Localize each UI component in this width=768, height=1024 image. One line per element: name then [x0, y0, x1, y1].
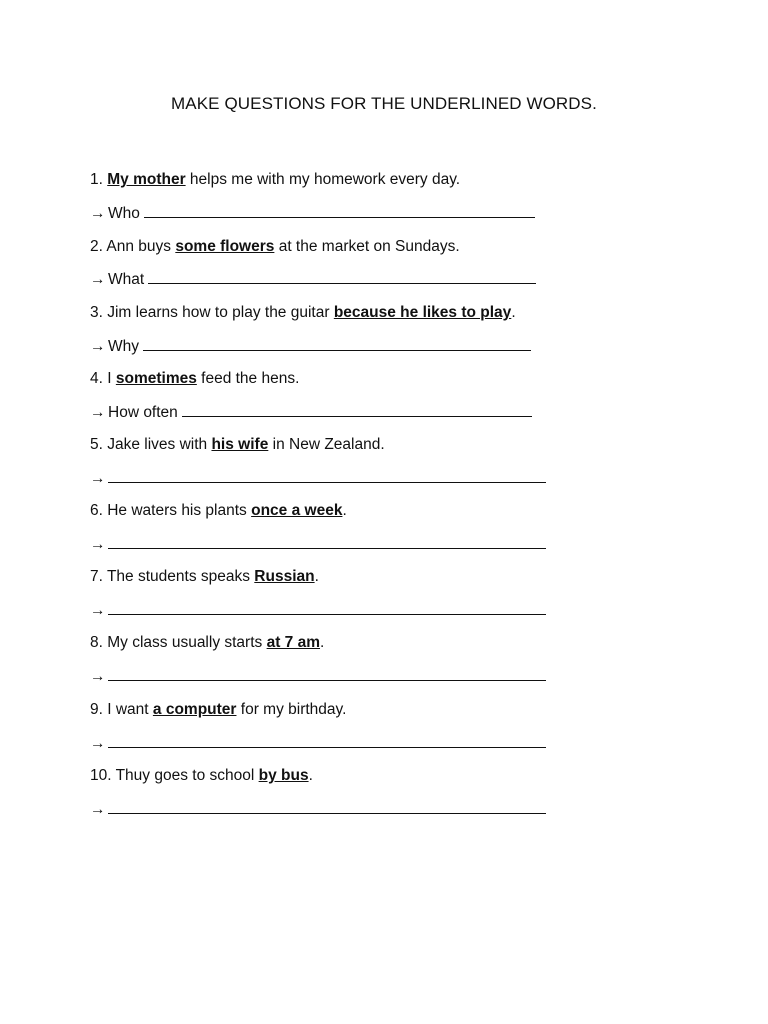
question-sentence-1: 1. My mother helps me with my homework every day. [90, 171, 461, 188]
answer-line-9 [90, 733, 546, 754]
underlined-words: My mother [107, 171, 186, 188]
question-number: 10. [90, 767, 116, 784]
underlined-words: a computer [152, 701, 237, 718]
question-sentence-5: 5. Jake lives with his wife in New Zealand. [90, 436, 385, 453]
underlined-words: because he likes to play [333, 304, 512, 321]
question-sentence-2: 2. Ann buys some flowers at the market on Sundays. [90, 238, 460, 255]
answer-blank[interactable] [108, 534, 546, 549]
answer-line-3 [90, 336, 531, 357]
arrow-icon: → [90, 205, 106, 222]
underlined-words: once a week [251, 502, 343, 519]
answer-blank[interactable] [148, 269, 536, 284]
answer-blank[interactable] [108, 468, 546, 483]
question-word: Why [108, 338, 144, 355]
question-sentence-10: 10. Thuy goes to school by bus. [90, 767, 313, 784]
answer-line-10 [90, 799, 546, 820]
answer-line-4 [90, 402, 532, 423]
arrow-icon: → [90, 271, 106, 288]
arrow-icon: → [90, 668, 106, 685]
arrow-icon: → [90, 602, 106, 619]
arrow-icon: → [90, 338, 106, 355]
question-sentence-3: 3. Jim learns how to play the guitar because he likes to play. [90, 304, 516, 321]
question-sentence-8: 8. My class usually starts at 7 am. [90, 634, 325, 651]
question-number: 9. [90, 701, 108, 718]
answer-blank[interactable] [108, 666, 546, 681]
question-sentence-4: 4. I sometimes feed the hens. [90, 370, 300, 387]
answer-blank[interactable] [108, 600, 546, 615]
question-number: 4. [90, 370, 108, 387]
question-number: 3. [90, 304, 108, 321]
underlined-words: by bus [258, 767, 309, 784]
page-title: MAKE QUESTIONS FOR THE UNDERLINED WORDS. [171, 94, 597, 113]
underlined-words: at 7 am [266, 634, 321, 651]
question-number: 6. [90, 502, 108, 519]
answer-blank[interactable] [143, 336, 531, 351]
underlined-words: some flowers [175, 238, 275, 255]
answer-blank[interactable] [108, 799, 546, 814]
underlined-words: his wife [211, 436, 269, 453]
question-sentence-6: 6. He waters his plants once a week. [90, 502, 347, 519]
answer-line-2 [90, 269, 536, 290]
question-number: 5. [90, 436, 108, 453]
answer-line-8 [90, 666, 546, 687]
question-number: 8. [90, 634, 108, 651]
arrow-icon: → [90, 536, 106, 553]
answer-blank[interactable] [108, 733, 546, 748]
question-sentence-7: 7. The students speaks Russian. [90, 568, 319, 585]
answer-line-7 [90, 600, 546, 621]
question-number: 1. [90, 171, 108, 188]
question-word: Who [108, 205, 145, 222]
answer-blank[interactable] [182, 402, 532, 417]
question-word: What [108, 271, 149, 288]
arrow-icon: → [90, 801, 106, 818]
answer-blank[interactable] [144, 203, 535, 218]
answer-line-1 [90, 203, 535, 224]
underlined-words: sometimes [115, 370, 197, 387]
arrow-icon: → [90, 470, 106, 487]
arrow-icon: → [90, 404, 106, 421]
question-word: How often [108, 404, 183, 421]
answer-line-5 [90, 468, 546, 489]
question-number: 2. [90, 238, 107, 255]
question-number: 7. [90, 568, 107, 585]
arrow-icon: → [90, 735, 106, 752]
question-sentence-9: 9. I want a computer for my birthday. [90, 701, 347, 718]
answer-line-6 [90, 534, 546, 555]
underlined-words: Russian [254, 568, 315, 585]
